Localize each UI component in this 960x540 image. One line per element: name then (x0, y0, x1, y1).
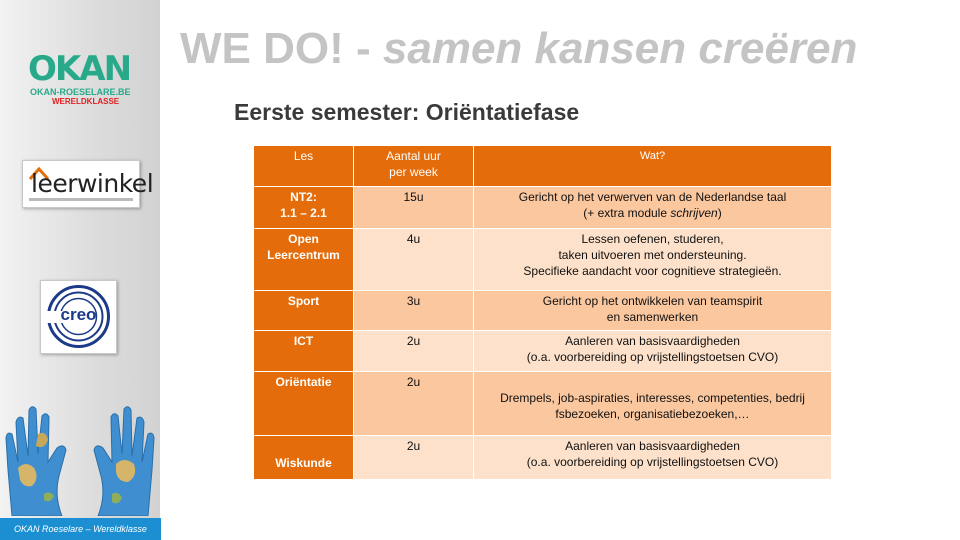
cell-wat-line1: Gericht op het verwerven van de Nederlandse taal (518, 190, 787, 204)
cell-wat-line2: fsbezoeken, organisatiebezoeken,… (555, 407, 750, 421)
table-row (254, 229, 832, 291)
leerwinkel-logo (22, 160, 154, 208)
cell-uren: 15u (354, 187, 474, 229)
cell-les-line2: Leercentrum (267, 248, 340, 262)
cell-wat-line1: Aanleren van basisvaardigheden (565, 334, 740, 348)
cell-wat (474, 187, 832, 229)
cell-wat (474, 291, 832, 331)
table-row (254, 331, 832, 372)
page-title (180, 22, 857, 76)
header-uren-line1: Aantal uur (386, 149, 441, 163)
okan-logo (28, 49, 132, 108)
cell-uren: 4u (354, 229, 474, 291)
cell-les-line2: 1.1 – 2.1 (280, 206, 327, 220)
table-row (254, 187, 832, 229)
table-row (254, 436, 832, 480)
header-wat: Wat? (474, 146, 832, 187)
okan-logo-url: OKAN-ROESELARE.BE (30, 87, 131, 97)
header-les: Les (254, 146, 354, 187)
cell-les: Sport (254, 291, 354, 331)
cell-les: Oriëntatie (254, 372, 354, 436)
cell-les: Wiskunde (254, 436, 354, 480)
header-uren-line2: per week (389, 165, 438, 179)
sidebar (0, 0, 160, 540)
world-hands-icon (4, 398, 156, 516)
okan-logo-word: OKAN (28, 49, 131, 89)
leerwinkel-logo-text: leerwinkel (31, 169, 154, 198)
cell-wat-line3: Specifieke aandacht voor cognitieve strategieën. (523, 264, 782, 278)
cell-wat-line2: (o.a. voorbereiding op vrijstellingstoetsen CVO) (526, 455, 779, 469)
cell-wat-line2: en samenwerken (606, 310, 699, 324)
schedule-table (253, 145, 832, 480)
cell-les: ICT (254, 331, 354, 372)
cell-wat-line2b: schrijven (670, 206, 718, 220)
cell-wat-line1: Aanleren van basisvaardigheden (565, 439, 740, 453)
footer-caption: OKAN Roeselare – Wereldklasse (0, 518, 161, 540)
cell-wat (474, 331, 832, 372)
cell-uren: 3u (354, 291, 474, 331)
section-heading: Eerste semester: Oriëntatiefase (234, 99, 580, 125)
cell-wat-line2a: (+ extra module (583, 206, 671, 220)
cell-wat-line2c: ) (717, 206, 722, 220)
table-header-row (254, 146, 832, 187)
cell-wat-line1: Drempels, job-aspiraties, interesses, competenties, bedrij (500, 391, 805, 405)
page-title-main: WE DO! - (180, 24, 371, 73)
header-uren (354, 146, 474, 187)
cell-wat (474, 436, 832, 480)
cell-uren: 2u (354, 372, 474, 436)
cell-wat-line1: Lessen oefenen, studeren, (581, 232, 724, 246)
cell-les (254, 229, 354, 291)
cell-wat (474, 229, 832, 291)
page-title-italic: samen kansen creëren (382, 24, 858, 73)
cell-les (254, 187, 354, 229)
table-row (254, 372, 832, 436)
creo-logo-text: creo (60, 305, 97, 324)
cell-wat-line2: (o.a. voorbereiding op vrijstellingstoetsen CVO) (526, 350, 779, 364)
cell-uren: 2u (354, 436, 474, 480)
cell-les-line1: NT2: (290, 190, 317, 204)
cell-wat (474, 372, 832, 436)
cell-uren: 2u (354, 331, 474, 372)
table-row (254, 291, 832, 331)
creo-logo (40, 280, 117, 354)
okan-logo-tagline: WERELDKLASSE (52, 97, 120, 106)
cell-wat-line1: Gericht op het ontwikkelen van teamspirit (542, 294, 763, 308)
cell-les-line1: Open (288, 232, 319, 246)
leerwinkel-logo-underline (29, 198, 133, 201)
cell-wat-line2: taken uitvoeren met ondersteuning. (558, 248, 747, 262)
